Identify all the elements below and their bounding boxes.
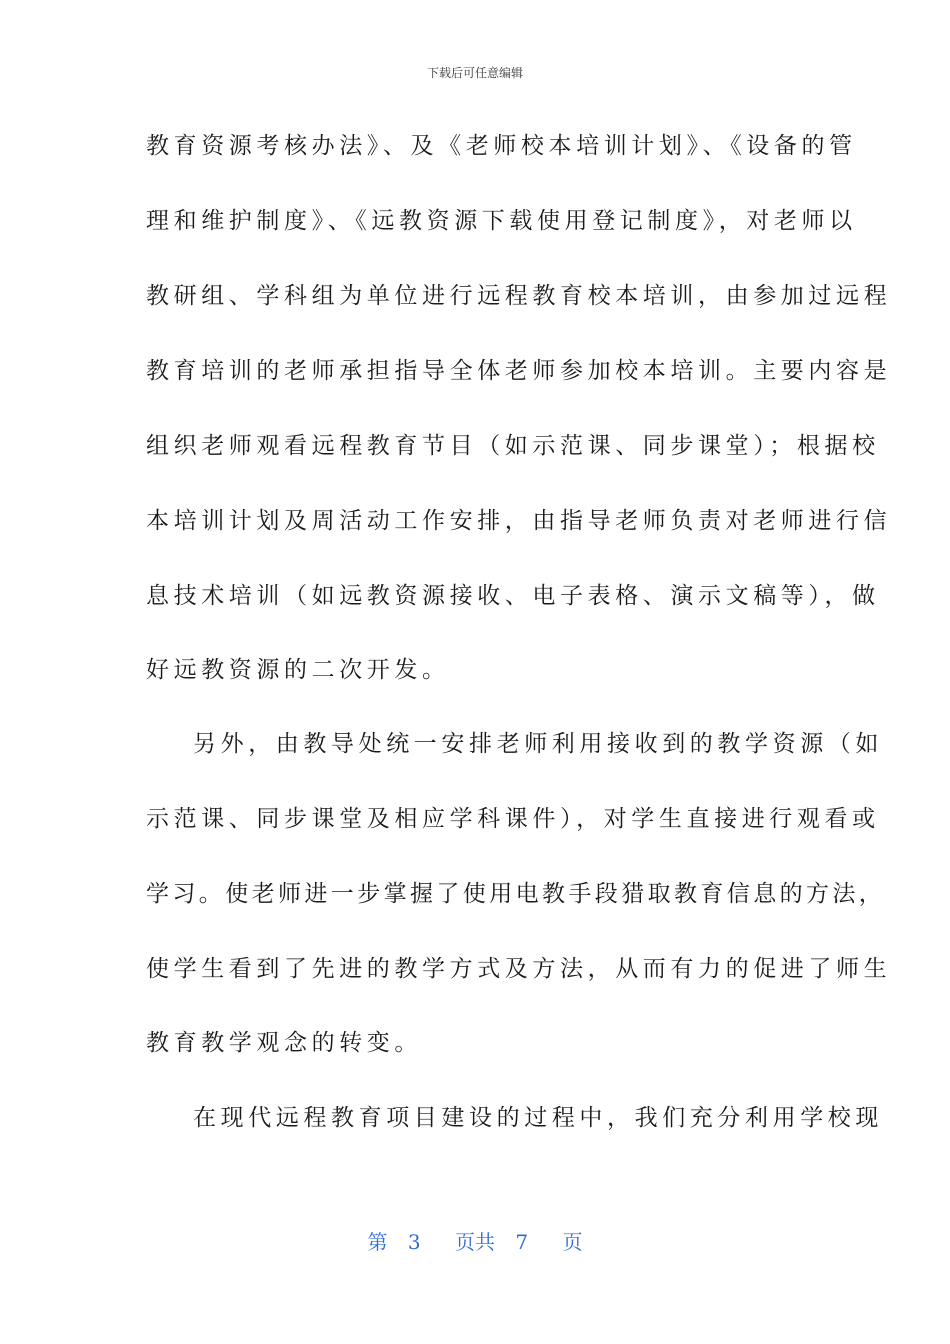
body-line: 教研组、学科组为单位进行远程教育校本培训，由参加过远程 <box>146 283 892 309</box>
body-line: 教育教学观念的转变。 <box>146 1030 422 1056</box>
body-line: 本培训计划及周活动工作安排，由指导老师负责对老师进行信 <box>146 508 892 534</box>
body-line: 教育资源考核办法》、及《老师校本培训计划》、《设备的管 <box>146 133 857 159</box>
body-line: 组织老师观看远程教育节目（如示范课、同步课堂）；根据校 <box>146 433 880 459</box>
page-footer <box>0 1226 950 1255</box>
body-line: 好远教资源的二次开发。 <box>146 657 450 683</box>
body-line: 示范课、同步课堂及相应学科课件），对学生直接进行观看或 <box>146 806 880 832</box>
page-header: 下载后可任意编辑 <box>426 66 523 80</box>
footer-middle: 页共 <box>455 1230 495 1254</box>
body-line: 另外，由教导处统一安排老师利用接收到的教学资源（如 <box>193 731 883 757</box>
footer-current-page: 3 <box>407 1230 421 1254</box>
body-line: 学习。使老师进一步掌握了使用电教手段猎取教育信息的方法， <box>146 881 886 907</box>
footer-suffix: 页 <box>562 1230 583 1254</box>
body-line: 使学生看到了先进的教学方式及方法，从而有力的促进了师生 <box>146 956 892 982</box>
body-line: 息技术培训（如远教资源接收、电子表格、演示文稿等），做 <box>146 583 880 609</box>
footer-prefix: 第 <box>367 1230 388 1254</box>
body-line: 理和维护制度》、《远教资源下载使用登记制度》，对老师以 <box>146 208 857 234</box>
body-line: 在现代远程教育项目建设的过程中，我们充分利用学校现 <box>193 1105 883 1131</box>
footer-total-pages: 7 <box>515 1230 529 1254</box>
body-line: 教育培训的老师承担指导全体老师参加校本培训。主要内容是 <box>146 358 892 384</box>
